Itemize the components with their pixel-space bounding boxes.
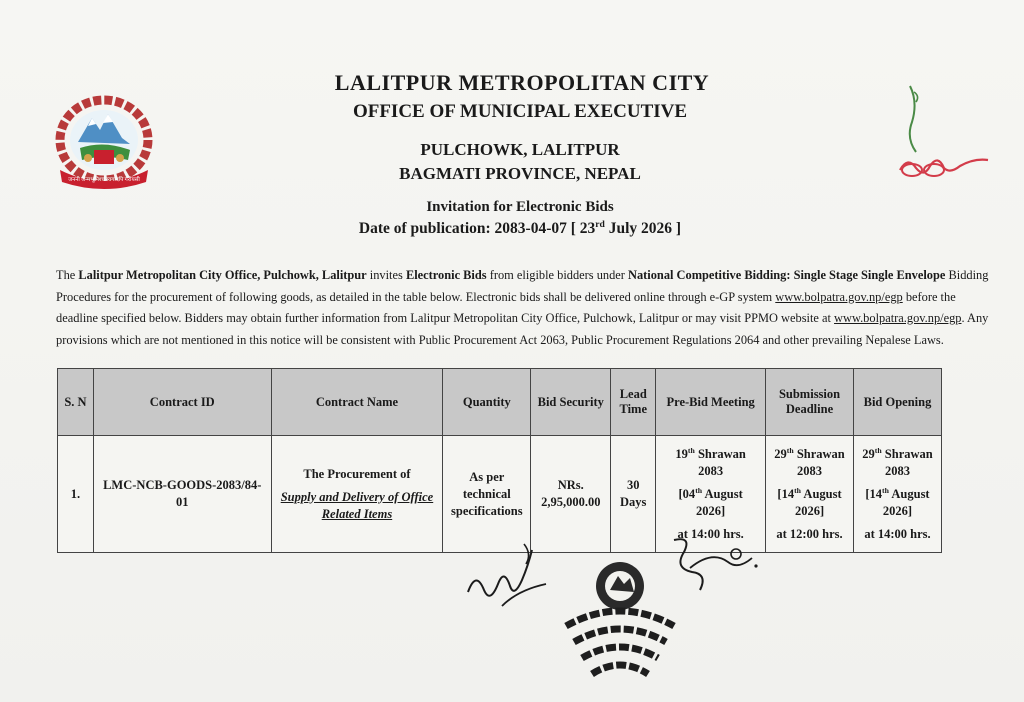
header-submission: Submission Deadline [766, 369, 854, 436]
header-sn: S. N [58, 369, 94, 436]
cell-submission: 29th Shrawan 2083 [14th August 2026] at 12:00 hrs. [766, 436, 854, 553]
bids-table [57, 368, 942, 553]
table-row [58, 436, 942, 553]
office-name: OFFICE OF MUNICIPAL EXECUTIVE [352, 101, 688, 122]
header-quantity: Quantity [443, 369, 531, 436]
cell-contract-name: The Procurement of Supply and Delivery of Office Related Items [271, 436, 443, 553]
notice-header [0, 68, 1024, 240]
header-contract-name: Contract Name [271, 369, 443, 436]
header-contract-id: Contract ID [93, 369, 271, 436]
cell-pre-bid: 19th Shrawan 2083 [04th August 2026] at 14:00 hrs. [656, 436, 766, 553]
egp-link[interactable]: www.bolpatra.gov.np/egp [775, 289, 903, 304]
office-address: PULCHOWK, LALITPUR [420, 140, 620, 159]
publication-date: Date of publication: 2083-04-07 [ 23rd July 2026 ] [358, 218, 682, 237]
cell-sn: 1. [58, 436, 94, 553]
cell-bid-security: NRs. 2,95,000.00 [531, 436, 611, 553]
cell-lead-time: 30 Days [611, 436, 656, 553]
notice-body: The Lalitpur Metropolitan City Office, Pulchowk, Lalitpur invites Electronic Bids from eligible bidders under National Competitive Bidding: Single Stage Single Envelope Bidding Procedures for the procurement of following goods, as detailed in the table below. Electronic bids shall be delivered online through e-GP system www.bolpatra.gov.np/egp before the deadline specified below. Bidders may obtain further information from Lalitpur Metropolitan City Office, Pulchowk, Lalitpur or may visit PPMO website at www.bolpatra.gov.np/egp. Any provisions which are not mentioned in this notice will be consistent with Public Procurement Act 2063, Public Procurement Regulations 2064 and other prevailing Nepalese Laws. [56, 268, 989, 347]
header-bid-opening: Bid Opening [854, 369, 942, 436]
signature-left-icon [462, 540, 552, 618]
cell-bid-opening: 29th Shrawan 2083 [14th August 2026] at 14:00 hrs. [854, 436, 942, 553]
notice-title: Invitation for Electronic Bids [426, 199, 614, 215]
city-name: LALITPUR METROPOLITAN CITY [334, 70, 710, 95]
header-pre-bid: Pre-Bid Meeting [656, 369, 766, 436]
header-lead-time: Lead Time [611, 369, 656, 436]
cell-quantity: As per technical specifications [443, 436, 531, 553]
table-header-row [58, 369, 942, 436]
province-name: BAGMATI PROVINCE, NEPAL [399, 164, 641, 183]
ppmo-link[interactable]: www.bolpatra.gov.np/egp [834, 311, 962, 325]
emblem-motto: जननी जन्मभूमिश्च स्वर्गादपि गरीयसी [68, 177, 140, 183]
header-bid-security: Bid Security [531, 369, 611, 436]
cell-contract-id: LMC-NCB-GOODS-2083/84-01 [93, 436, 271, 553]
signature-right-icon [662, 532, 762, 604]
